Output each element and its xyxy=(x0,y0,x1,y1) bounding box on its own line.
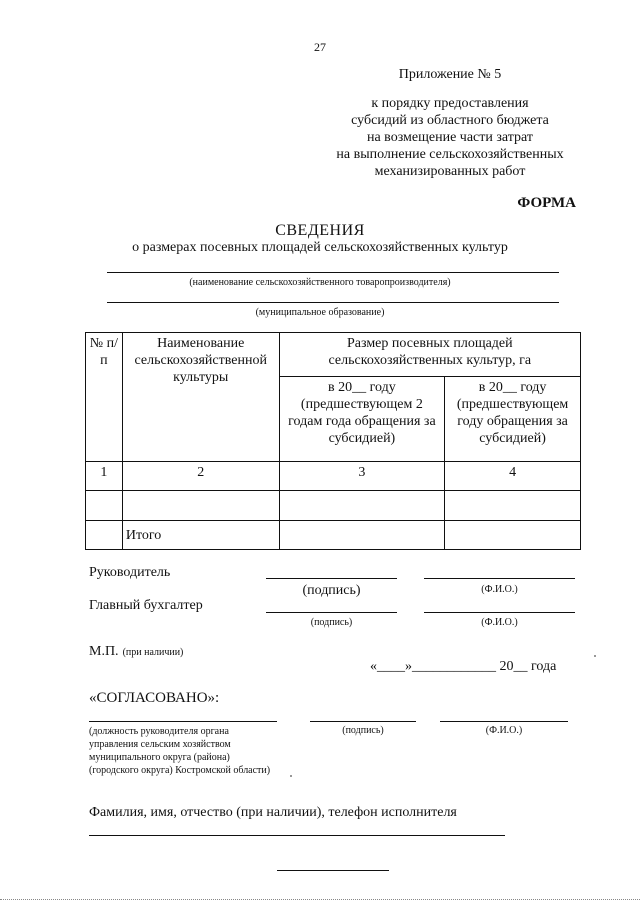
order-line: на возмещение части затрат xyxy=(366,130,534,145)
document-title: СВЕДЕНИЯ xyxy=(275,222,365,239)
date-field: «____»____________ 20__ года xyxy=(370,659,557,674)
seal-label: М.П. xyxy=(89,644,119,659)
appendix-order-reference xyxy=(300,95,600,180)
column-number-cell: 4 xyxy=(445,462,581,491)
forma-label: ФОРМА xyxy=(517,195,576,211)
empty-cell[interactable] xyxy=(445,491,581,521)
header-sown-area-group: Размер посевных площадей сельскохозяйственных культур, га xyxy=(279,333,580,377)
head-signature-caption: (подпись) xyxy=(302,583,361,598)
municipality-caption: (муниципальное образование) xyxy=(255,307,385,318)
approval-position-line[interactable] xyxy=(89,721,277,722)
empty-cell[interactable] xyxy=(86,491,123,521)
total-label: Итого xyxy=(122,521,279,550)
approval-signature-line[interactable] xyxy=(310,721,416,722)
accountant-name-line[interactable] xyxy=(424,612,575,613)
executor-label: Фамилия, имя, отчество (при наличии), телефон исполнителя xyxy=(89,805,457,820)
header-year-minus-2: в 20__ году (предшествующем 2 годам года обращения за субсидией) xyxy=(279,377,445,462)
seal-note: (при наличии) xyxy=(122,647,184,658)
producer-name-line xyxy=(107,272,559,273)
executor-line[interactable] xyxy=(89,835,505,836)
approval-position-caption: (должность руководителя органа управления сельским хозяйством муниципального округа (района) (городского округа) Костромской области) xyxy=(89,726,271,776)
head-name-caption: (Ф.И.О.) xyxy=(481,584,518,595)
order-line: механизированных работ xyxy=(374,164,526,179)
head-label: Руководитель xyxy=(89,565,171,580)
page-bottom-edge xyxy=(0,899,640,900)
header-crop-name: Наименование сельскохозяйственной культуры xyxy=(122,333,279,462)
column-number-cell: 3 xyxy=(279,462,445,491)
accountant-signature-caption: (подпись) xyxy=(310,617,353,628)
total-value-cell[interactable] xyxy=(445,521,581,550)
order-line: на выполнение сельскохозяйственных xyxy=(336,147,564,162)
total-value-cell[interactable] xyxy=(279,521,445,550)
page-number: 27 xyxy=(314,40,326,54)
municipality-line xyxy=(107,302,559,303)
empty-cell xyxy=(86,521,123,550)
producer-caption: (наименование сельскохозяйственного товаропроизводителя) xyxy=(189,277,451,288)
seal-label-group xyxy=(89,642,183,660)
column-number-cell: 1 xyxy=(86,462,123,491)
footer-separator-line xyxy=(277,870,389,871)
header-year-minus-1: в 20__ году (предшествующем году обращения за субсидией) xyxy=(445,377,581,462)
accountant-label: Главный бухгалтер xyxy=(89,598,203,613)
head-signature-line[interactable] xyxy=(266,578,397,579)
scan-speck xyxy=(290,775,292,777)
order-line: к порядку предоставления xyxy=(371,96,529,111)
empty-cell[interactable] xyxy=(122,491,279,521)
crop-area-table xyxy=(85,332,581,550)
approval-title: «СОГЛАСОВАНО»: xyxy=(89,690,220,706)
scan-speck xyxy=(594,655,596,657)
approval-name-caption: (Ф.И.О.) xyxy=(485,725,523,736)
head-name-line[interactable] xyxy=(424,578,575,579)
header-number: № п/п xyxy=(86,333,123,462)
column-number-cell: 2 xyxy=(122,462,279,491)
order-line: субсидий из областного бюджета xyxy=(351,113,549,128)
accountant-name-caption: (Ф.И.О.) xyxy=(481,617,518,628)
approval-name-line[interactable] xyxy=(440,721,568,722)
accountant-signature-line[interactable] xyxy=(266,612,397,613)
document-subtitle: о размерах посевных площадей сельскохозяйственных культур xyxy=(132,240,508,255)
approval-signature-caption: (подпись) xyxy=(342,725,384,736)
appendix-title: Приложение № 5 xyxy=(398,67,502,82)
empty-cell[interactable] xyxy=(279,491,445,521)
